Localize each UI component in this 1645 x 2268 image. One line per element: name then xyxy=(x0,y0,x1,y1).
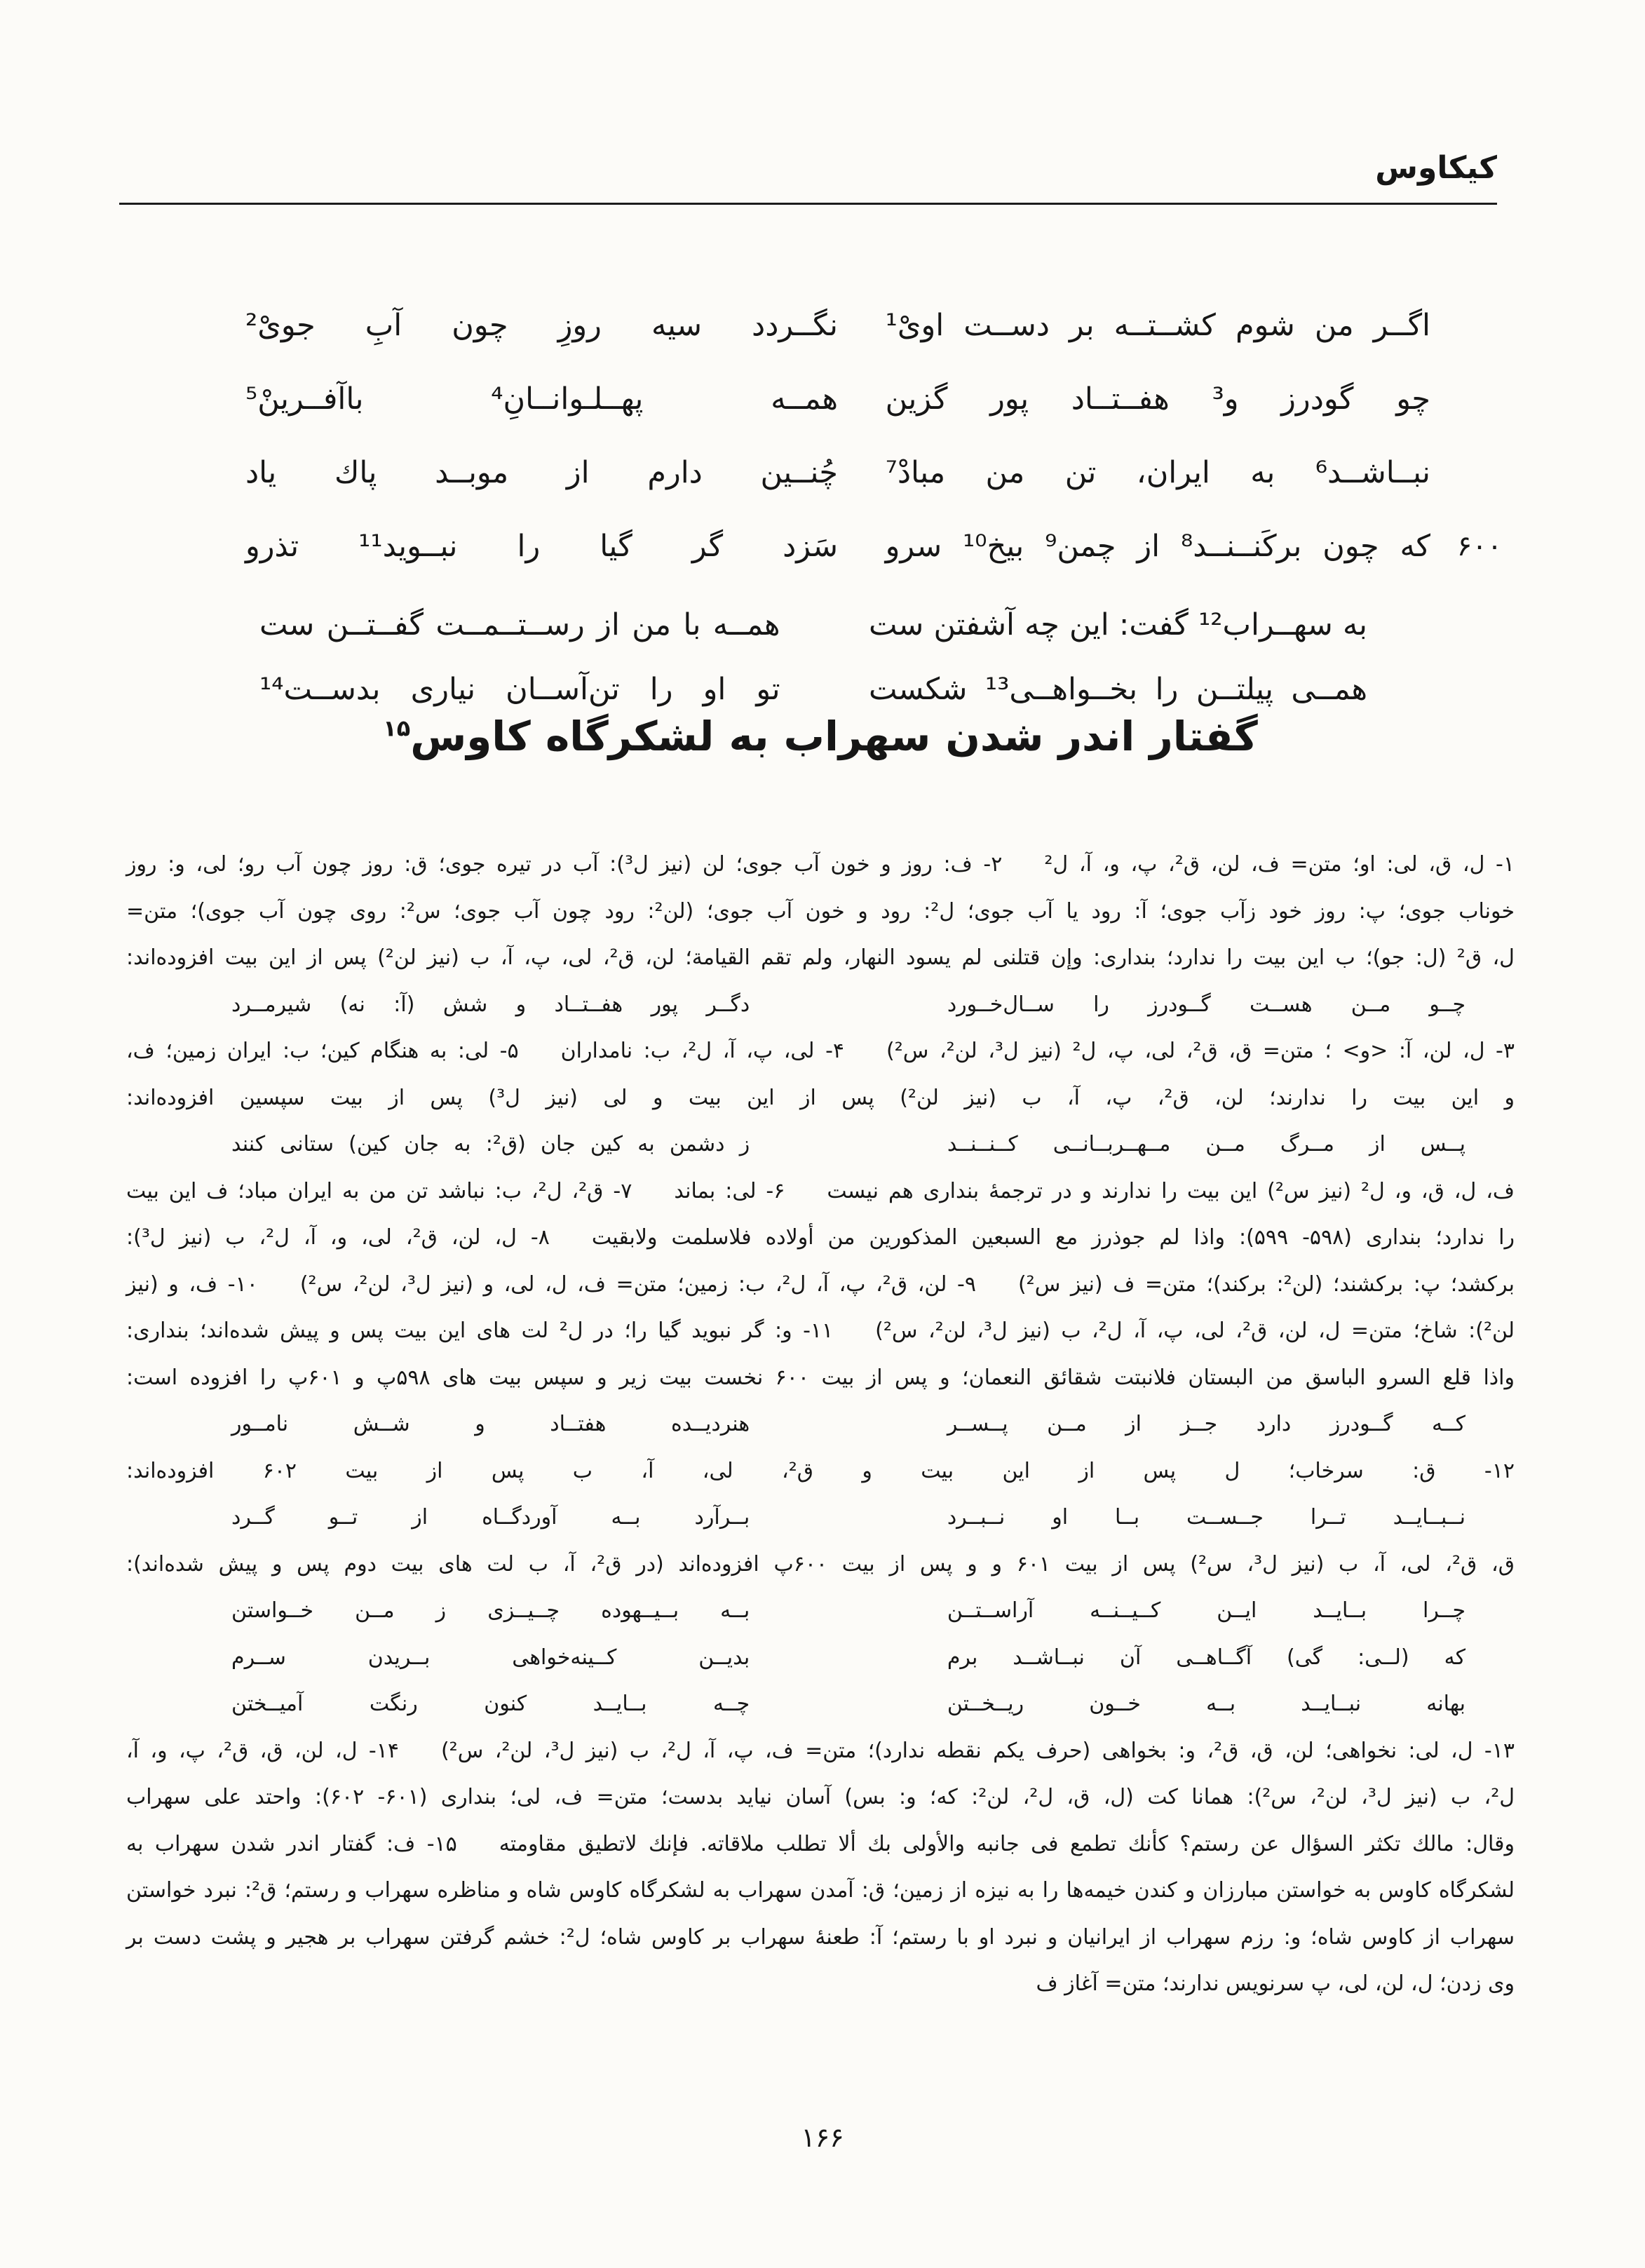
hemistich-left: همــه با من از رســتــمــت گفــتــن ست xyxy=(259,607,780,642)
verse-hemistich-right: که (لــی: گی) آگــاهــی آن نبــاشــد برم xyxy=(947,1645,1465,1670)
poem-couplet xyxy=(259,593,1367,657)
poem-couplet xyxy=(245,363,1515,436)
apparatus-line: وقال: مالك تكثر السؤال عن رستم؟ كأنك تطمع فى جانبه والأولى بك ألا تطلب ملاقاته. فإنك لاتطیق مقاومته ۱۵- ف: گفتار اندر شدن سهراب به xyxy=(126,1831,1515,1856)
verse-hemistich-left: هنردیــده هفتــاد و شــش نامــور xyxy=(231,1412,750,1436)
verse-hemistich-left: دگــر پور هفــتــاد و شش (آ: نه) شیرمــرد xyxy=(231,992,750,1017)
apparatus-line: ف، ل، ق، و، ل² (نیز س²) این بیت را ندارند و در ترجمهٔ بنداری هم نیست ۶- لی: بماند ۷- ق²، ل²، ب: نباشد تن من به ایران مباد؛ ف این بیت xyxy=(126,1178,1515,1203)
apparatus-verse xyxy=(126,1588,1515,1635)
apparatus-line: را ندارد؛ بنداری (۵۹۸- ۵۹۹): واذا لم جوذرز مع السبعین المذکورین من أولاده فلاسلمت ولابقیت ۸- ل، لن، ق²، لی، و، آ، ل²، ب (نیز ل³): xyxy=(126,1225,1515,1250)
hemistich-left: سَزد گر گیا را نبــوید¹¹ تذرو xyxy=(245,529,838,564)
header-rule xyxy=(119,203,1497,205)
hemistich-right: اگــر من شوم کشــتــه بر دســت اویْ¹ xyxy=(885,308,1430,343)
critical-apparatus xyxy=(126,842,1515,2008)
poem-block-second xyxy=(259,593,1367,722)
apparatus-line: برکشد؛ پ: برکشند؛ (لن²: برکند)؛ متن= ف (نیز س²) ۹- لن، ق²، پ، آ، ل²، ب: زمین؛ متن= ف، ل، لی، و (نیز ل³، لن²، س²) ۱۰- ف، و (نیز xyxy=(126,1271,1515,1297)
hemistich-left: همــه پهــلـوانــانِ⁴ باآفــرینْ⁵ xyxy=(245,382,838,417)
apparatus-line: واذا قلع السرو الباسق من البستان فلانبتت شقائق النعمان؛ و پس از بیت ۶۰۰ نخست بیت زیر و سپس بیت های ۵۹۸پ و ۶۰۱پ را افزوده است: xyxy=(126,1365,1515,1390)
apparatus-line: ق، ق²، لی، آ، ب (نیز ل³، س²) پس از بیت ۶۰۱ و و پس از بیت ۶۰۰پ افزوده‌اند (در ق²، آ، ب لت های بیت دوم پس و پیش شده‌اند): xyxy=(126,1551,1515,1577)
poem-block-main xyxy=(245,289,1515,583)
apparatus-line: سهراب از کاوس شاه؛ و: رزم سهراب از ایرانیان و نبرد او با رستم؛ آ: طعنهٔ سهراب بر کاوس شاه؛ ل²: خشم گرفتن سهراب بر هجیر و پشت دست بر xyxy=(126,1924,1515,1950)
hemistich-right: به سهــراب¹² گفت: این چه آشفتن ست xyxy=(869,607,1367,642)
section-heading-note: ۱۵ xyxy=(383,715,411,742)
hemistich-right: نبــاشــد⁶ به ایران، تن من مبادْ⁷ xyxy=(885,455,1430,490)
verse-hemistich-right: کــه گــودرز دارد جــز از مــن پــســر xyxy=(947,1412,1465,1436)
verse-hemistich-right: بهانه نبــایــد بــه خــون ریــخــتن xyxy=(947,1692,1465,1716)
verse-hemistich-right: نــبــایــد تــرا جــســت بــا او نــبــرد xyxy=(947,1505,1465,1530)
couplet-number-600: ۶۰۰ xyxy=(1456,530,1503,562)
apparatus-line: ۱۲- ق: سرخاب؛ ل پس از این بیت و ق²، لی، آ، ب پس از بیت ۶۰۲ افزوده‌اند: xyxy=(126,1458,1515,1483)
apparatus-verse xyxy=(126,1635,1515,1682)
section-heading-text: گفتار اندر شدن سهراب به لشکرگاه کاوس xyxy=(410,713,1258,760)
verse-hemistich-left: بدیــن کــینه‌خواهی بــریدن ســرم xyxy=(231,1645,750,1670)
apparatus-line: ۱۳- ل، لی: نخواهی؛ لن، ق، ق²، و: بخواهی (حرف یکم نقطه ندارد)؛ متن= ف، پ، آ، ل²، ب (نیز ل³، لن²، س²) ۱۴- ل، لن، ق، ق²، پ، و، آ، xyxy=(126,1738,1515,1763)
verse-hemistich-right: پــس از مــرگ مــن مــهــربــانــی کــنــنــد xyxy=(947,1132,1465,1156)
apparatus-line: و این بیت را ندارند؛ لن، ق²، پ، آ، ب (نیز لن²) پس از این بیت و لی (نیز ل³) پس از بیت سپسین افزوده‌اند: xyxy=(126,1085,1515,1110)
verse-hemistich-left: ز دشمن به کین جان (ق²: به جان کین) ستانی کنند xyxy=(231,1132,750,1156)
hemistich-left: چُنــین دارم از موبــد پاك یاد xyxy=(245,455,838,490)
hemistich-left: تو او را تن‌آســان نیاری بدســت¹⁴ xyxy=(259,672,780,707)
apparatus-line: لشکرگاه کاوس به خواستن مبارزان و کندن خیمه‌ها را به نیزه از زمین؛ ق: آمدن سهراب به لشکرگاه کاوس شاه و مناظره سهراب و رستم؛ ق²: نبرد خواستن xyxy=(126,1878,1515,1903)
hemistich-left: نگــردد سیه روزِ چون آبِ جویْ² xyxy=(245,308,838,343)
verse-hemistich-left: بــرآرد بــه آوردگــاه از تــو گــرد xyxy=(231,1505,750,1530)
running-title: کیکاوس xyxy=(1375,150,1497,186)
apparatus-verse xyxy=(126,1681,1515,1728)
apparatus-line: لن²): شاخ؛ متن= ل، لن، ق²، لی، پ، آ، ل²، ب (نیز ل³، لن²، س²) ۱۱- و: گر نبوید گیا را؛ در ل² لت های این بیت پس و پیش شده‌اند؛ بنداری: xyxy=(126,1318,1515,1343)
poem-couplet xyxy=(245,436,1515,510)
apparatus-verse xyxy=(126,1401,1515,1448)
apparatus-verse xyxy=(126,1494,1515,1541)
apparatus-line: ۳- ل، لن، آ: <و> ؛ متن= ق، ق²، لی، پ، ل² (نیز ل³، لن²، س²) ۴- لی، پ، آ، ل²، ب: نامداران ۵- لی: به هنگام کین؛ ب: ایران زمین؛ ف، xyxy=(126,1039,1515,1063)
poem-couplet xyxy=(245,510,1515,583)
apparatus-verse xyxy=(126,1121,1515,1168)
section-heading xyxy=(126,713,1515,760)
apparatus-line: ل، ق² (ل: جو)؛ ب این بیت را ندارد؛ بنداری: وإن قتلنی لم یسود النهار، ولم تقم القیامة؛ لن، ق²، لی، پ، آ، ب (نیز لن²) پس از این بیت افزوده‌اند: xyxy=(126,945,1515,970)
apparatus-line: وی زدن؛ ل، لن، لی، پ سرنویس ندارند؛ متن= آغاز ف xyxy=(1036,1971,1515,1996)
apparatus-verse xyxy=(126,982,1515,1029)
verse-hemistich-left: چــه بــایــد کنون رنگت آمیــختن xyxy=(231,1692,750,1716)
hemistich-right: چو گودرز و³ هفــتــاد پور گزین xyxy=(885,382,1430,417)
folio-number: ۱۶۶ xyxy=(801,2122,844,2153)
verse-hemistich-right: چــو مــن هســت گــودرز را ســال‌خــورد xyxy=(947,992,1465,1017)
verse-hemistich-left: بــه بــیــهوده چــیــزی ز مــن خــواستن xyxy=(231,1598,750,1623)
apparatus-line: ل²، ب (نیز ل³، لن²، س²): همانا کت (ل، ق، ل²، لن²: که؛ و: بس) آسان نیاید بدست؛ متن= ف، لی؛ بنداری (۶۰۱- ۶۰۲): واحتد علی سهراب xyxy=(126,1785,1515,1809)
poem-couplet xyxy=(245,289,1515,363)
hemistich-right: که چون برکَنــنــد⁸ از چمن⁹ بیخ¹⁰ سرو xyxy=(885,529,1430,564)
apparatus-line: خوناب جوی؛ پ: روز خود زآب جوی؛ آ: رود یا آب جوی؛ ل²: رود و خون آب جوی؛ (لن²: رود چون آب جوی؛ س²: روی چون آب جوی)؛ متن= xyxy=(126,898,1515,924)
apparatus-line: ۱- ل، ق، لی: او؛ متن= ف، لن، ق²، پ، و، آ، ل² ۲- ف: روز و خون آب جوی؛ لن (نیز ل³): آب در تیره جوی؛ ق: روز چون آب رو؛ لی، و: روز xyxy=(126,852,1515,877)
verse-hemistich-right: چــرا بــایــد ایــن کــیــنــه آراســتــن xyxy=(947,1598,1465,1623)
hemistich-right: همــی پیلتــن را بخــواهــی¹³ شکست xyxy=(869,672,1367,707)
